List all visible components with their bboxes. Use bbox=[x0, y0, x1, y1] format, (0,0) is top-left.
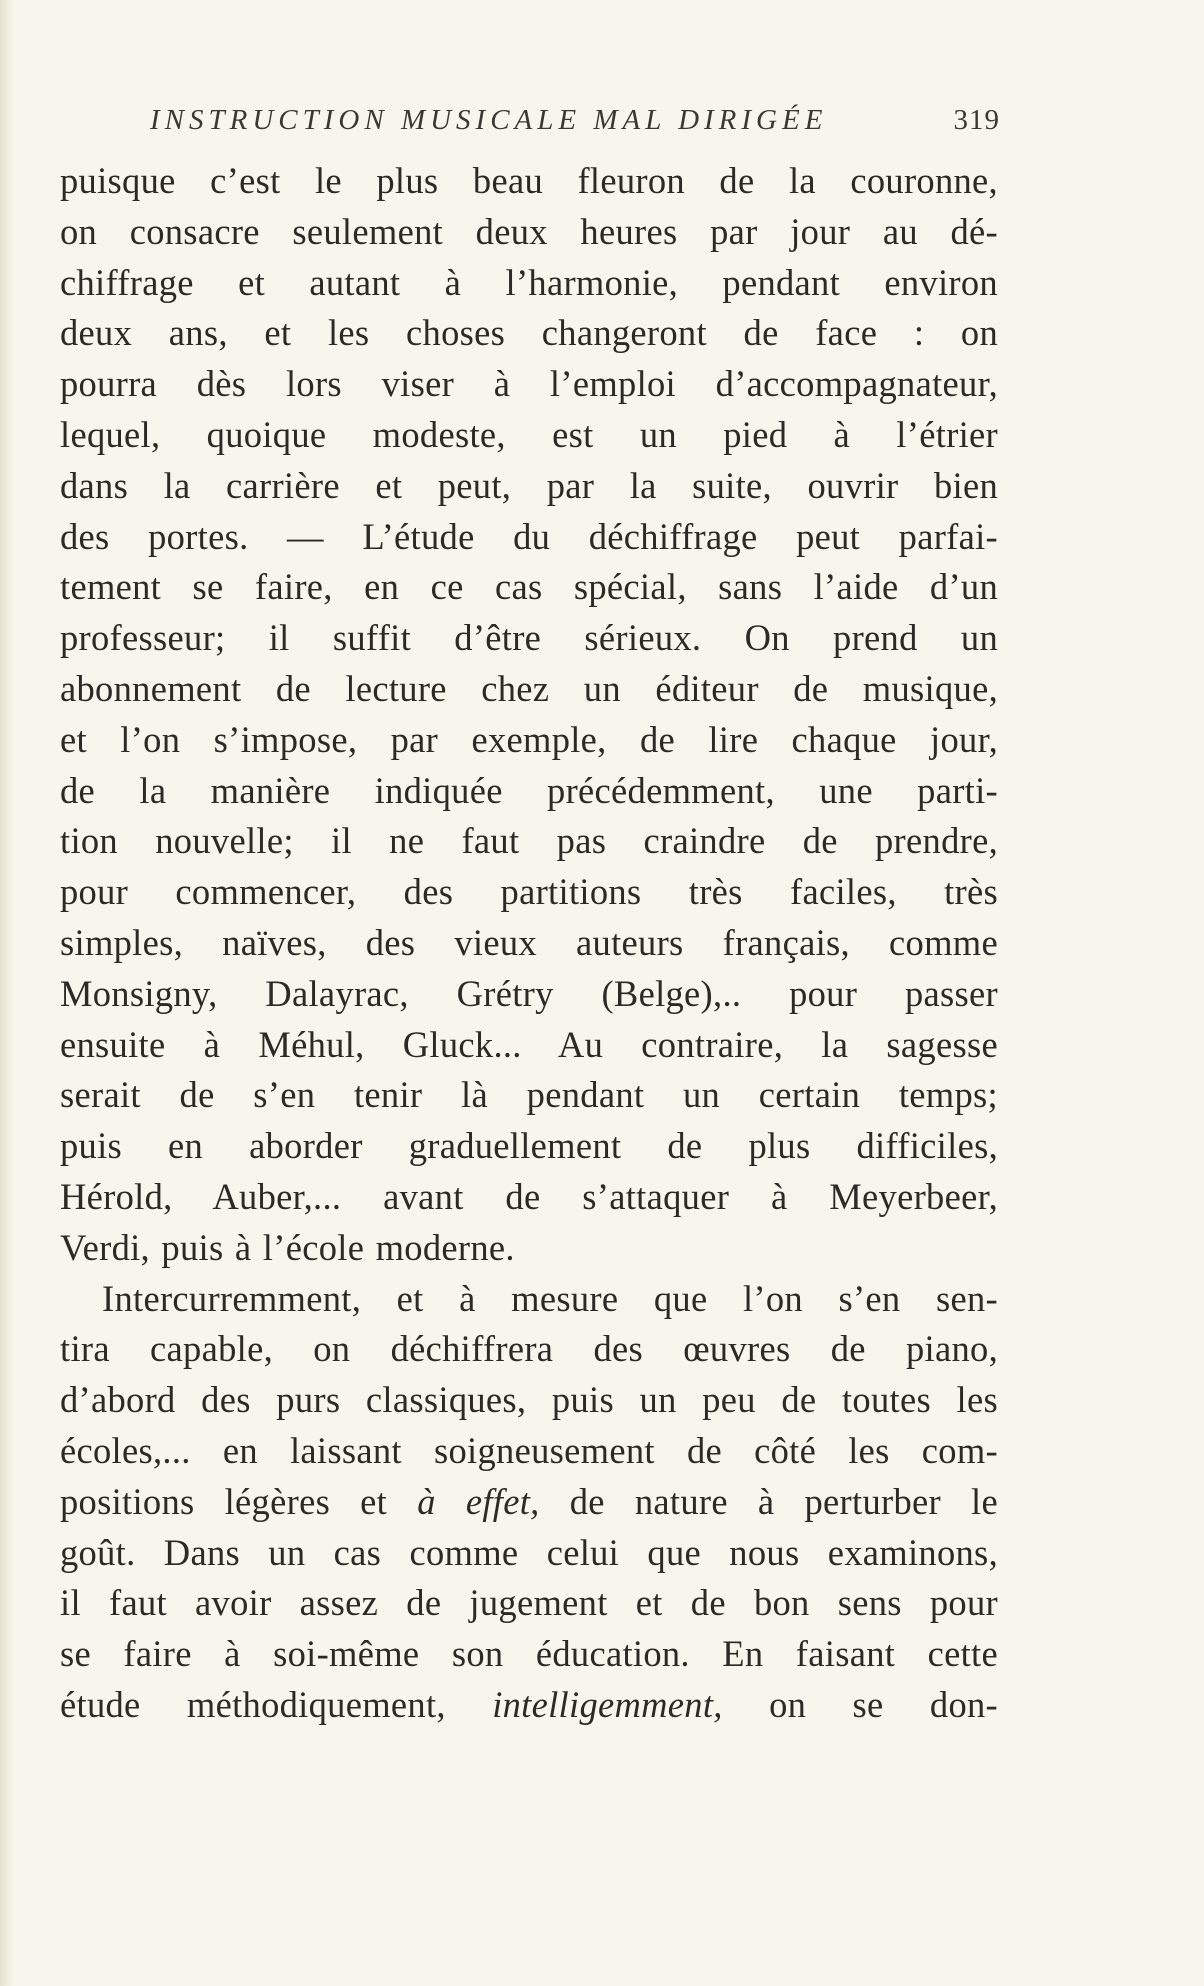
text-line: ensuite à Méhul, Gluck... Au contraire, la sagesse bbox=[60, 1023, 998, 1065]
text-line: Intercurremment, et à mesure que l’on s’en sen- bbox=[102, 1277, 998, 1319]
text-line bbox=[60, 1477, 998, 1528]
text-line: Hérold, Auber,... avant de s’attaquer à Meyerbeer, bbox=[60, 1175, 998, 1217]
text-line: chiffrage et autant à l’harmonie, pendant environ bbox=[60, 261, 998, 303]
running-head bbox=[150, 104, 1000, 144]
text-line bbox=[60, 1680, 998, 1731]
body-text bbox=[60, 156, 998, 1731]
text-segment: de nature à perturber le bbox=[569, 1480, 998, 1522]
text-line: serait de s’en tenir là pendant un certain temps; bbox=[60, 1074, 998, 1116]
text-line: pour commencer, des partitions très faciles, très bbox=[60, 871, 998, 913]
text-line: tion nouvelle; il ne faut pas craindre de prendre, bbox=[60, 820, 998, 862]
text-line: deux ans, et les choses changeront de face : on bbox=[60, 312, 998, 354]
text-line: d’abord des purs classiques, puis un peu de toutes les bbox=[60, 1379, 998, 1421]
text-line: et l’on s’impose, par exemple, de lire chaque jour, bbox=[60, 718, 998, 760]
text-line: lequel, quoique modeste, est un pied à l’étrier bbox=[60, 413, 998, 455]
text-line: tira capable, on déchiffrera des œuvres de piano, bbox=[60, 1328, 998, 1370]
text-line: pourra dès lors viser à l’emploi d’accompagnateur, bbox=[60, 363, 998, 405]
italic-phrase: à effet, bbox=[417, 1480, 540, 1522]
text-line: Verdi, puis à l’école moderne. bbox=[60, 1226, 515, 1268]
text-line: des portes. — L’étude du déchiffrage peut parfai- bbox=[60, 515, 998, 557]
italic-phrase: intelligemment, bbox=[492, 1683, 723, 1725]
paragraph-1 bbox=[60, 156, 998, 1274]
text-line: puis en aborder graduellement de plus difficiles, bbox=[60, 1125, 998, 1167]
running-title: INSTRUCTION MUSICALE MAL DIRIGÉE bbox=[150, 104, 828, 136]
page-number: 319 bbox=[953, 104, 1000, 136]
text-segment: étude méthodiquement, bbox=[60, 1683, 446, 1725]
text-line: il faut avoir assez de jugement et de bon sens pour bbox=[60, 1582, 998, 1624]
text-line: on consacre seulement deux heures par jour au dé- bbox=[60, 210, 998, 252]
text-line: puisque c’est le plus beau fleuron de la couronne, bbox=[60, 160, 998, 201]
text-line: professeur; il suffit d’être sérieux. On prend un bbox=[60, 617, 998, 659]
text-line: Monsigny, Dalayrac, Grétry (Belge),.. pour passer bbox=[60, 972, 998, 1014]
page-edge-shadow bbox=[0, 0, 14, 1986]
paragraph-2 bbox=[60, 1274, 998, 1731]
text-segment: on se don- bbox=[769, 1683, 998, 1725]
text-line: goût. Dans un cas comme celui que nous examinons, bbox=[60, 1531, 998, 1573]
text-segment: positions légères et bbox=[60, 1480, 388, 1522]
text-line: abonnement de lecture chez un éditeur de musique, bbox=[60, 667, 998, 709]
text-line: simples, naïves, des vieux auteurs français, comme bbox=[60, 921, 998, 963]
text-line: se faire à soi-même son éducation. En faisant cette bbox=[60, 1633, 998, 1675]
text-line: dans la carrière et peut, par la suite, ouvrir bien bbox=[60, 464, 998, 506]
text-line: tement se faire, en ce cas spécial, sans l’aide d’un bbox=[60, 566, 998, 608]
text-line: écoles,... en laissant soigneusement de côté les com- bbox=[60, 1429, 998, 1471]
text-line: de la manière indiquée précédemment, une parti- bbox=[60, 769, 998, 811]
